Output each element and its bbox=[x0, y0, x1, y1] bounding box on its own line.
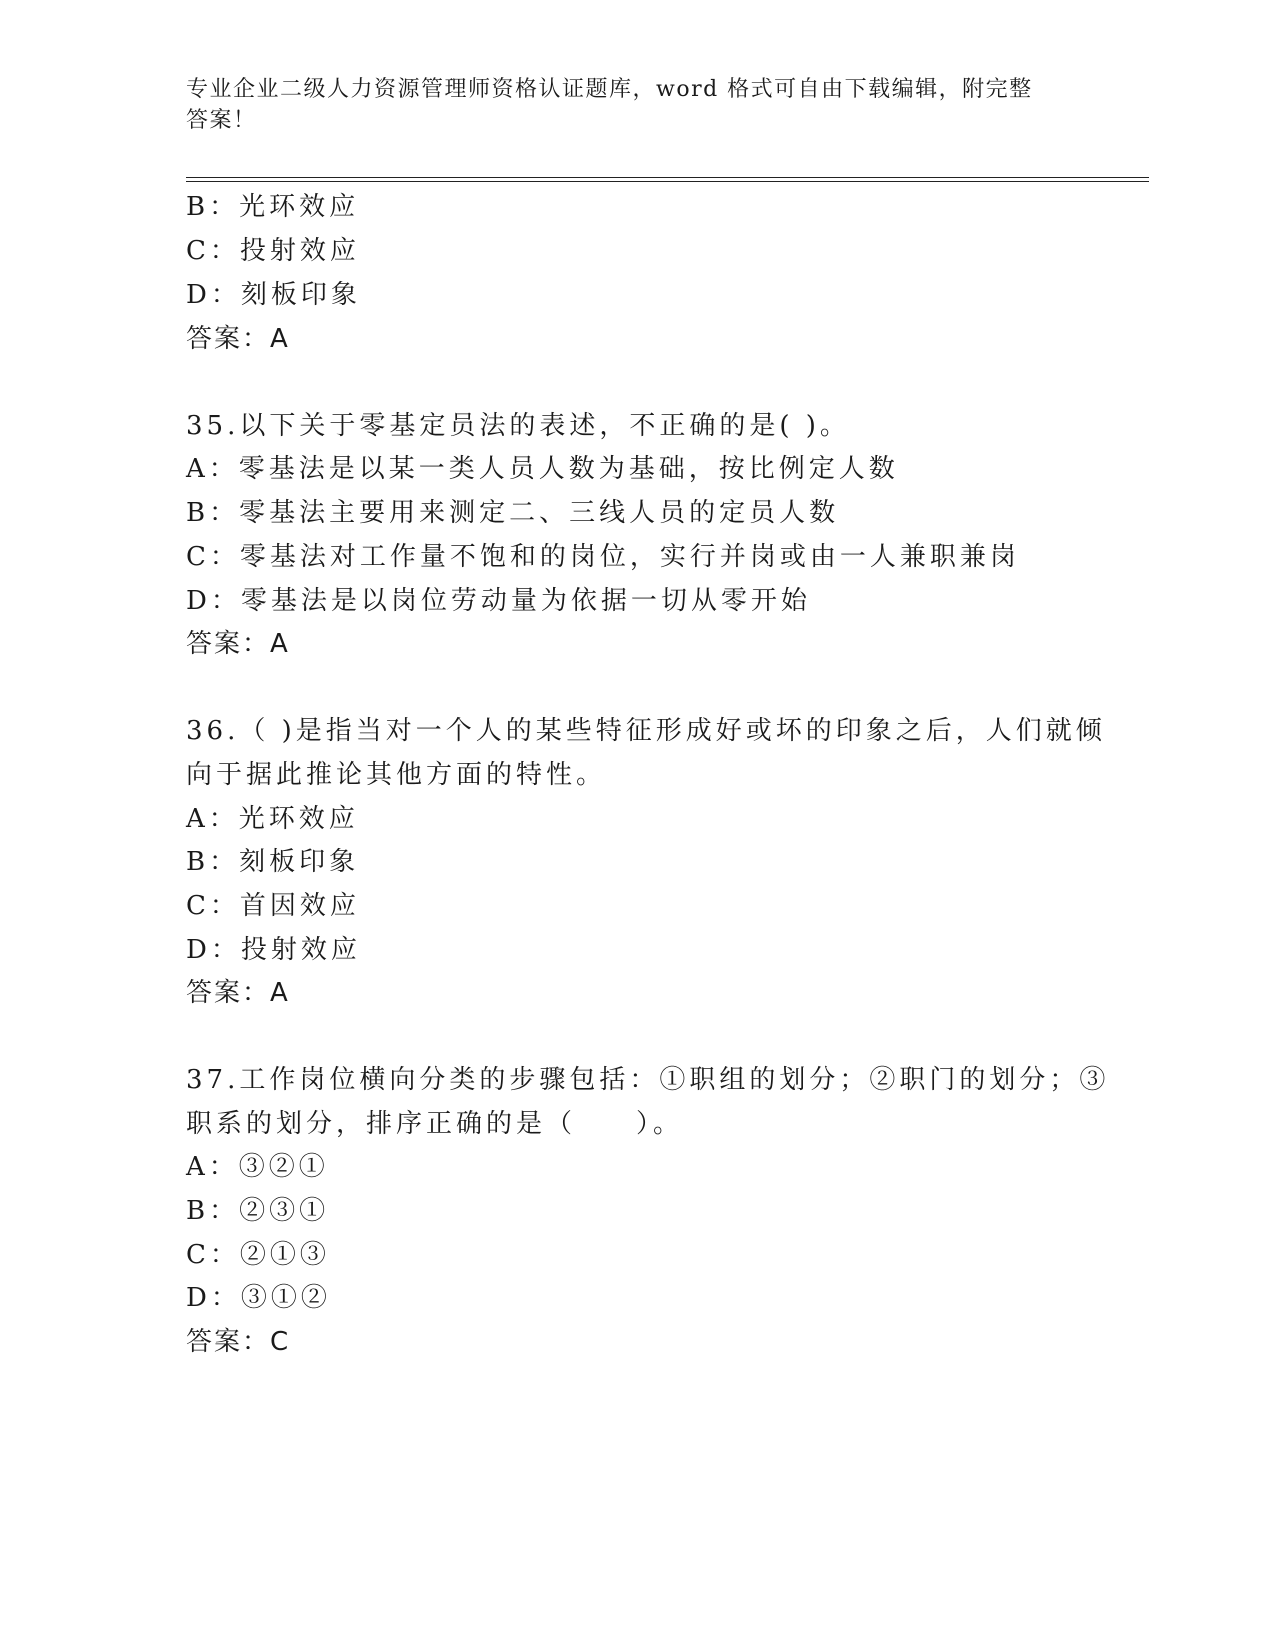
q36-option-a: A：光环效应 bbox=[186, 804, 359, 834]
q35-stem: 35.以下关于零基定员法的表述，不正确的是( )。 bbox=[186, 411, 850, 441]
header-line-1: 专业企业二级人力资源管理师资格认证题库，word 格式可自由下载编辑，附完整 bbox=[186, 77, 1033, 102]
prev-option-d: D：刻板印象 bbox=[186, 280, 361, 310]
q35-option-a: A：零基法是以某一类人员人数为基础，按比例定人数 bbox=[186, 454, 899, 484]
q35-option-d: D：零基法是以岗位劳动量为依据一切从零开始 bbox=[186, 586, 811, 616]
q37-option-b: B：②③① bbox=[186, 1196, 330, 1226]
prev-option-b: B：光环效应 bbox=[186, 192, 360, 222]
q37-answer: 答案：C bbox=[186, 1327, 291, 1357]
header-divider-top bbox=[186, 177, 1149, 178]
q35-option-b: B：零基法主要用来测定二、三线人员的定员人数 bbox=[186, 498, 840, 528]
q36-stem-line2: 向于据此推论其他方面的特性。 bbox=[186, 760, 607, 790]
q35-option-c: C：零基法对工作量不饱和的岗位，实行并岗或由一人兼职兼岗 bbox=[186, 542, 1020, 572]
prev-answer: 答案：A bbox=[186, 324, 290, 354]
q36-option-c: C：首因效应 bbox=[186, 891, 360, 921]
q36-stem-line1: 36.（ )是指当对一个人的某些特征形成好或坏的印象之后，人们就倾 bbox=[186, 716, 1106, 746]
q36-option-b: B：刻板印象 bbox=[186, 847, 360, 877]
q37-stem-line2: 职系的划分，排序正确的是（ ）。 bbox=[186, 1109, 684, 1139]
q37-option-d: D：③①② bbox=[186, 1283, 331, 1313]
q36-answer: 答案：A bbox=[186, 978, 290, 1008]
q37-stem-line1: 37.工作岗位横向分类的步骤包括：①职组的划分；②职门的划分；③ bbox=[186, 1065, 1110, 1095]
document-header bbox=[186, 74, 1086, 136]
q37-option-a: A：③②① bbox=[186, 1152, 329, 1182]
header-line-2: 答案！ bbox=[186, 108, 257, 133]
q35-answer: 答案：A bbox=[186, 629, 290, 659]
prev-option-c: C：投射效应 bbox=[186, 236, 360, 266]
q36-option-d: D：投射效应 bbox=[186, 935, 361, 965]
header-divider-bottom bbox=[186, 181, 1149, 182]
q37-option-c: C：②①③ bbox=[186, 1240, 330, 1270]
